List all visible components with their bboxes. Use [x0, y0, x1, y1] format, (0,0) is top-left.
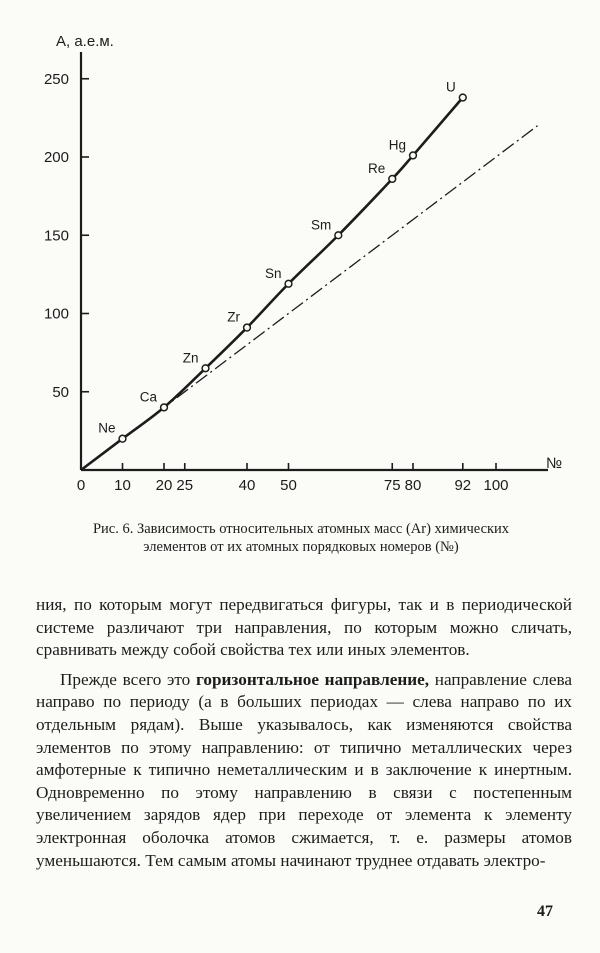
data-point-sn — [285, 280, 292, 287]
paragraph-2 — [36, 669, 572, 872]
point-label-zn: Zn — [182, 350, 199, 366]
point-label-sm: Sm — [311, 217, 332, 233]
caption-line-1: Рис. 6. Зависимость относительных атомных масс (Ar) химических — [92, 521, 510, 537]
point-label-re: Re — [367, 160, 386, 176]
data-point-ne — [119, 435, 126, 442]
x-tick-label: 10 — [114, 477, 131, 494]
point-label-sn: Sn — [264, 265, 282, 281]
x-tick-label: 80 — [404, 477, 422, 494]
atomic-mass-curve — [81, 98, 463, 470]
data-point-zn — [202, 365, 209, 372]
caption-line-2: элементов от их атомных порядковых номеров (№) — [143, 539, 459, 555]
x-axis-label: № — [546, 455, 563, 472]
paragraph-2-start: Прежде всего это — [60, 669, 196, 689]
body-text — [36, 594, 572, 872]
y-tick-label: 250 — [43, 70, 69, 88]
y-tick-label: 50 — [52, 383, 69, 401]
data-point-u — [459, 94, 466, 101]
point-label-ca: Ca — [139, 389, 157, 405]
x-tick-label: 75 — [383, 477, 401, 494]
paragraph-1: ния, по которым могут передвигаться фигуры, так и в периодической системе различают три направления, по которым можно сличать, сравнивать между собой свойства тех или иных элементов. — [36, 595, 572, 660]
data-point-ca — [161, 404, 168, 411]
x-tick-label: 50 — [280, 477, 297, 494]
y-tick-label: 200 — [43, 149, 69, 166]
point-label-hg: Hg — [388, 137, 406, 153]
x-tick-label: 40 — [238, 477, 256, 494]
x-tick-label: 20 — [155, 477, 173, 494]
x-tick-label: 100 — [483, 477, 509, 494]
data-points — [98, 80, 466, 443]
y-axis-label: A, а.е.м. — [56, 33, 114, 50]
point-label-u: U — [446, 79, 456, 95]
data-point-hg — [410, 152, 417, 159]
x-tick-label: 92 — [454, 477, 472, 494]
paragraph-2-rest: направление слева направо по периоду (а в больших периодах — слева направо по их отдельным рядам). Выше указывалось, как изменяются свойства элементов по этому направлению: от типично металлических через амфотерные к типично неметаллическим и в заключение к инертным. Одновременно по этому направлению в связи с постепенным увеличением зарядов ядер при переходе от элемента к элементу электронная оболочка атомов сжимается, т. е. размеры атомов уменьшаются. Тем самым атомы начинают труднее отдавать электро- — [36, 669, 572, 870]
y-tick-label: 100 — [43, 305, 69, 323]
page-number: 47 — [537, 903, 553, 920]
chart-axes — [81, 52, 548, 470]
paragraph-2-bold: горизонтальное направление, — [195, 669, 430, 689]
point-label-ne: Ne — [98, 420, 116, 436]
x-tick-label: 0 — [76, 477, 86, 494]
figure-caption — [34, 520, 568, 556]
y-tick-label: 150 — [43, 227, 69, 245]
data-point-zr — [244, 324, 251, 331]
x-tick-label: 25 — [176, 477, 194, 494]
data-point-sm — [335, 232, 342, 239]
data-point-re — [389, 176, 396, 183]
point-label-zr: Zr — [227, 309, 240, 325]
